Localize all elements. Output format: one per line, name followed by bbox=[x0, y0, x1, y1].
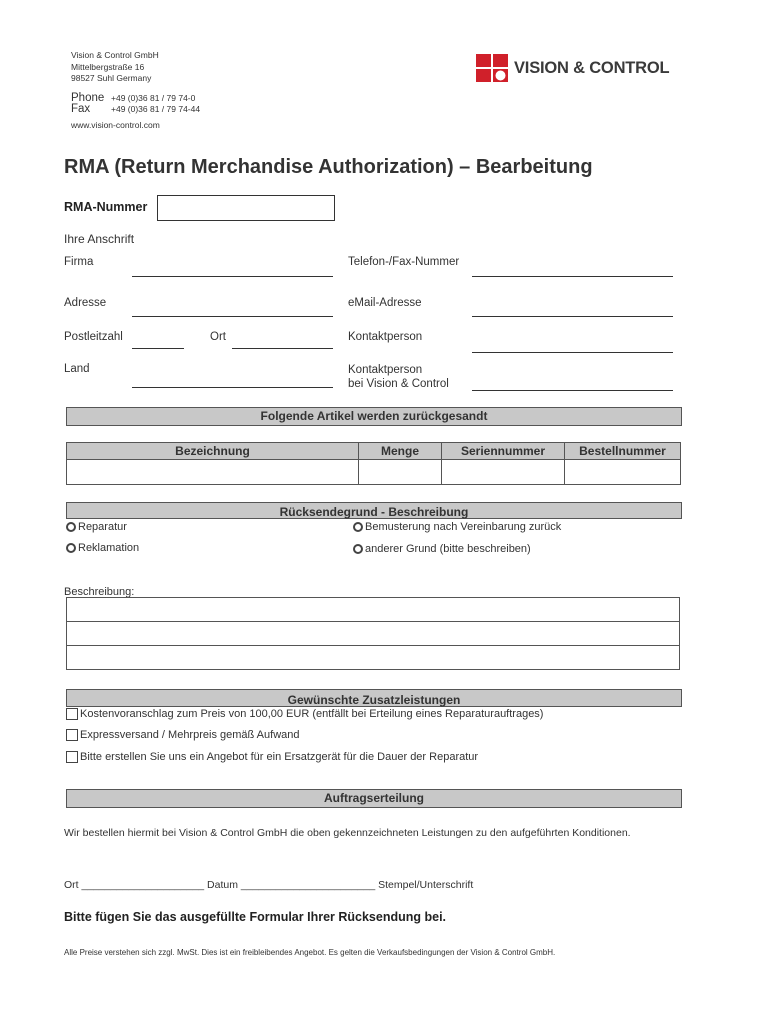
description-line[interactable] bbox=[67, 646, 680, 670]
footer-note: Alle Preise verstehen sich zzgl. MwSt. Dies ist ein freibleibendes Angebot. Es gelten die Verkaufsbedingungen der Vision & Control GmbH. bbox=[64, 948, 556, 957]
email-label: eMail-Adresse bbox=[348, 297, 422, 309]
col-seriennummer: Seriennummer bbox=[442, 443, 565, 460]
check-kostenvoranschlag[interactable] bbox=[66, 708, 543, 720]
check-ersatzgeraet[interactable] bbox=[66, 751, 478, 763]
kontakt-vc-line1: Kontaktperson bbox=[348, 364, 423, 376]
extras-heading: Gewünschte Zusatzleistungen bbox=[66, 689, 682, 707]
fax-number: +49 (0)36 81 / 79 74-44 bbox=[111, 104, 201, 115]
check-expressversand-label: Expressversand / Mehrpreis gemäß Aufwand bbox=[80, 729, 300, 741]
phone-number: +49 (0)36 81 / 79 74-0 bbox=[111, 92, 196, 103]
description-line[interactable] bbox=[67, 622, 680, 646]
address-heading: Ihre Anschrift bbox=[64, 232, 135, 246]
description-label: Beschreibung: bbox=[64, 586, 135, 598]
check-kostenvoranschlag-label: Kostenvoranschlag zum Preis von 100,00 EUR (entfällt bei Erteilung eines Reparaturauftrages) bbox=[80, 708, 544, 720]
ort-label: Ort bbox=[210, 331, 226, 343]
signature-line: Ort _____________________ Datum _______________________ Stempel/Unterschrift bbox=[64, 879, 474, 891]
radio-circle-icon bbox=[353, 544, 363, 554]
description-box bbox=[66, 597, 680, 670]
company-address bbox=[71, 50, 200, 132]
table-row bbox=[67, 460, 681, 485]
radio-circle-icon bbox=[66, 522, 76, 532]
rma-number-label: RMA-Nummer bbox=[64, 200, 148, 214]
adresse-label: Adresse bbox=[64, 297, 107, 309]
radio-reklamation-label: Reklamation bbox=[78, 542, 140, 554]
kontakt-vc-line2: bei Vision & Control bbox=[348, 378, 449, 390]
adresse-field[interactable] bbox=[132, 316, 333, 317]
logo-mark-icon bbox=[476, 54, 508, 82]
company-street: Mittelbergstraße 16 bbox=[71, 61, 145, 72]
menge-cell[interactable] bbox=[359, 460, 442, 485]
ort-field[interactable] bbox=[232, 348, 333, 349]
land-label: Land bbox=[64, 363, 90, 375]
radio-reparatur[interactable] bbox=[66, 521, 127, 533]
plz-field[interactable] bbox=[132, 348, 184, 349]
rma-number-field[interactable] bbox=[157, 195, 335, 221]
check-expressversand[interactable] bbox=[66, 729, 300, 741]
order-text: Wir bestellen hiermit bei Vision & Control GmbH die oben gekennzeichneten Leistungen zu den aufgeführten Konditionen. bbox=[64, 827, 631, 839]
phone-label: Phone bbox=[71, 91, 105, 104]
telefon-field[interactable] bbox=[472, 276, 673, 277]
bezeichnung-cell[interactable] bbox=[67, 460, 359, 485]
kontakt-label: Kontaktperson bbox=[348, 331, 423, 343]
col-bezeichnung: Bezeichnung bbox=[67, 443, 359, 460]
articles-table bbox=[66, 442, 681, 485]
radio-anderer-grund[interactable] bbox=[353, 543, 531, 555]
fax-label: Fax bbox=[71, 103, 91, 116]
radio-circle-icon bbox=[66, 543, 76, 553]
col-bestellnummer: Bestellnummer bbox=[565, 443, 681, 460]
radio-bemusterung-label: Bemusterung nach Vereinbarung zurück bbox=[365, 521, 562, 533]
radio-reklamation[interactable] bbox=[66, 542, 139, 554]
kontakt-vc-field[interactable] bbox=[472, 390, 673, 391]
firma-label: Firma bbox=[64, 256, 94, 268]
col-menge: Menge bbox=[359, 443, 442, 460]
page-title: RMA (Return Merchandise Authorization) – Bearbeitung bbox=[64, 156, 593, 178]
radio-anderer-grund-label: anderer Grund (bitte beschreiben) bbox=[365, 543, 531, 555]
reason-heading: Rücksendegrund - Beschreibung bbox=[66, 502, 682, 519]
articles-heading: Folgende Artikel werden zurückgesandt bbox=[66, 407, 682, 426]
checkbox-icon bbox=[66, 708, 78, 720]
radio-circle-icon bbox=[353, 522, 363, 532]
company-logo bbox=[476, 54, 669, 82]
telefon-label: Telefon-/Fax-Nummer bbox=[348, 256, 460, 268]
bestellnummer-cell[interactable] bbox=[565, 460, 681, 485]
check-ersatzgeraet-label: Bitte erstellen Sie uns ein Angebot für ein Ersatzgerät für die Dauer der Reparatur bbox=[80, 751, 479, 763]
order-heading: Auftragserteilung bbox=[66, 789, 682, 808]
radio-reparatur-label: Reparatur bbox=[78, 521, 127, 533]
land-field[interactable] bbox=[132, 387, 333, 388]
description-line[interactable] bbox=[67, 598, 680, 622]
company-name: Vision & Control GmbH bbox=[71, 50, 159, 60]
checkbox-icon bbox=[66, 751, 78, 763]
kontakt-field[interactable] bbox=[472, 352, 673, 353]
email-field[interactable] bbox=[472, 316, 673, 317]
radio-bemusterung[interactable] bbox=[353, 521, 561, 533]
company-city: 98527 Suhl Germany bbox=[71, 73, 152, 84]
seriennummer-cell[interactable] bbox=[442, 460, 565, 485]
firma-field[interactable] bbox=[132, 276, 333, 277]
checkbox-icon bbox=[66, 729, 78, 741]
logo-wordmark: VISION & CONTROL bbox=[514, 58, 670, 77]
company-website: www.vision-control.com bbox=[71, 119, 160, 130]
kontakt-vc-label bbox=[348, 363, 449, 391]
return-note: Bitte fügen Sie das ausgefüllte Formular Ihrer Rücksendung bei. bbox=[64, 910, 447, 924]
plz-label: Postleitzahl bbox=[64, 331, 123, 343]
